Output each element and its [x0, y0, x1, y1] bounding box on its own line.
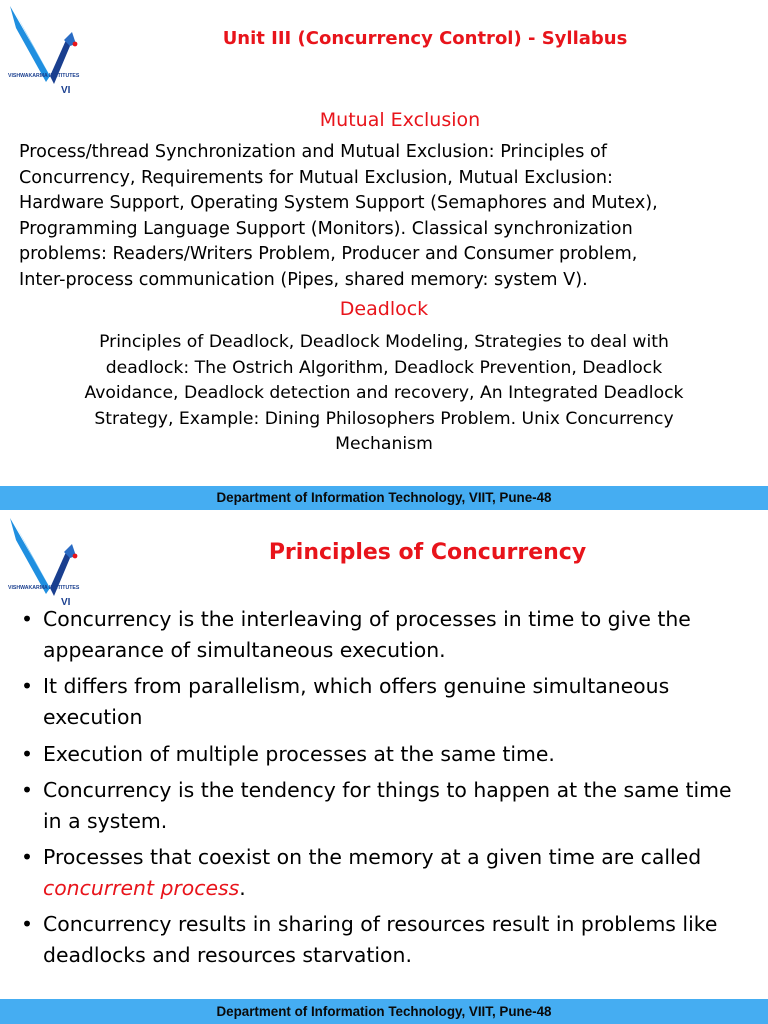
paragraph-line: Process/thread Synchronization and Mutual Exclusion: Principles of — [19, 142, 607, 162]
list-item-line: It differs from parallelism, which offers genuine simultaneous — [43, 674, 670, 699]
bullet-dot-icon: • — [20, 741, 34, 766]
paragraph-line: Inter-process communication (Pipes, shared memory: system V). — [19, 269, 588, 290]
section-heading-deadlock: Deadlock — [339, 298, 429, 320]
slide-principles-of-concurrency — [0, 512, 768, 1024]
deadlock-paragraph — [34, 330, 734, 458]
bullet-dot-icon: • — [20, 607, 34, 631]
svg-text:VI: VI — [61, 85, 71, 96]
mutual-exclusion-paragraph — [19, 140, 754, 294]
list-item-line — [43, 873, 755, 904]
list-item-line: deadlocks and resources starvation. — [43, 943, 412, 968]
paragraph-line: Avoidance, Deadlock detection and recovery, An Integrated Deadlock — [84, 383, 684, 404]
list-item — [20, 671, 755, 733]
svg-text:VISHWAKARMA INSTITUTES: VISHWAKARMA INSTITUTES — [8, 585, 80, 591]
section-heading-mutual-exclusion: Mutual Exclusion — [319, 109, 481, 131]
slide-title: Principles of Concurrency — [268, 540, 587, 565]
paragraph-line: Hardware Support, Operating System Support (Semaphores and Mutex), — [19, 193, 658, 214]
list-item — [20, 842, 755, 904]
bullet-list — [20, 604, 755, 977]
list-item-line: Concurrency is the interleaving of processes in time to give the — [43, 607, 691, 631]
paragraph-line: Strategy, Example: Dining Philosophers Problem. Unix Concurrency — [94, 408, 674, 429]
list-item — [20, 909, 755, 971]
list-item-line: appearance of simultaneous execution. — [43, 638, 446, 662]
paragraph-line: Mechanism — [335, 434, 433, 455]
list-item-line: Execution of multiple processes at the same time. — [43, 741, 555, 766]
list-item-line: Processes that coexist on the memory at a given time are called — [43, 845, 702, 870]
paragraph-line: Principles of Deadlock, Deadlock Modeling, Strategies to deal with — [99, 332, 669, 352]
institute-logo-icon — [6, 516, 88, 608]
bullet-dot-icon: • — [20, 912, 34, 937]
svg-text:VI: VI — [61, 597, 71, 608]
slide-footer: Department of Information Technology, VIIT, Pune-48 — [0, 999, 768, 1024]
highlighted-term: concurrent process — [43, 876, 240, 901]
institute-logo-icon — [6, 4, 88, 96]
list-item-line: Concurrency results in sharing of resources result in problems like — [43, 912, 718, 937]
bullet-dot-icon: • — [20, 777, 34, 802]
list-item-tail: . — [239, 876, 246, 901]
list-item — [20, 739, 755, 770]
slide-title: Unit III (Concurrency Control) - Syllabus — [222, 28, 628, 49]
paragraph-line: problems: Readers/Writers Problem, Producer and Consumer problem, — [19, 244, 638, 265]
bullet-dot-icon: • — [20, 845, 34, 870]
bullet-dot-icon: • — [20, 674, 34, 699]
list-item — [20, 775, 755, 837]
paragraph-line: deadlock: The Ostrich Algorithm, Deadlock Prevention, Deadlock — [105, 357, 663, 378]
list-item-line: Concurrency is the tendency for things to happen at the same time — [43, 777, 732, 802]
list-item — [20, 604, 755, 666]
svg-text:VISHWAKARMA INSTITUTES: VISHWAKARMA INSTITUTES — [8, 73, 80, 79]
paragraph-line: Concurrency, Requirements for Mutual Exclusion, Mutual Exclusion: — [19, 167, 613, 188]
slide-footer: Department of Information Technology, VIIT, Pune-48 — [0, 486, 768, 510]
paragraph-line: Programming Language Support (Monitors). Classical synchronization — [19, 218, 633, 239]
list-item-line: in a system. — [43, 808, 168, 833]
list-item-line: execution — [43, 705, 143, 730]
